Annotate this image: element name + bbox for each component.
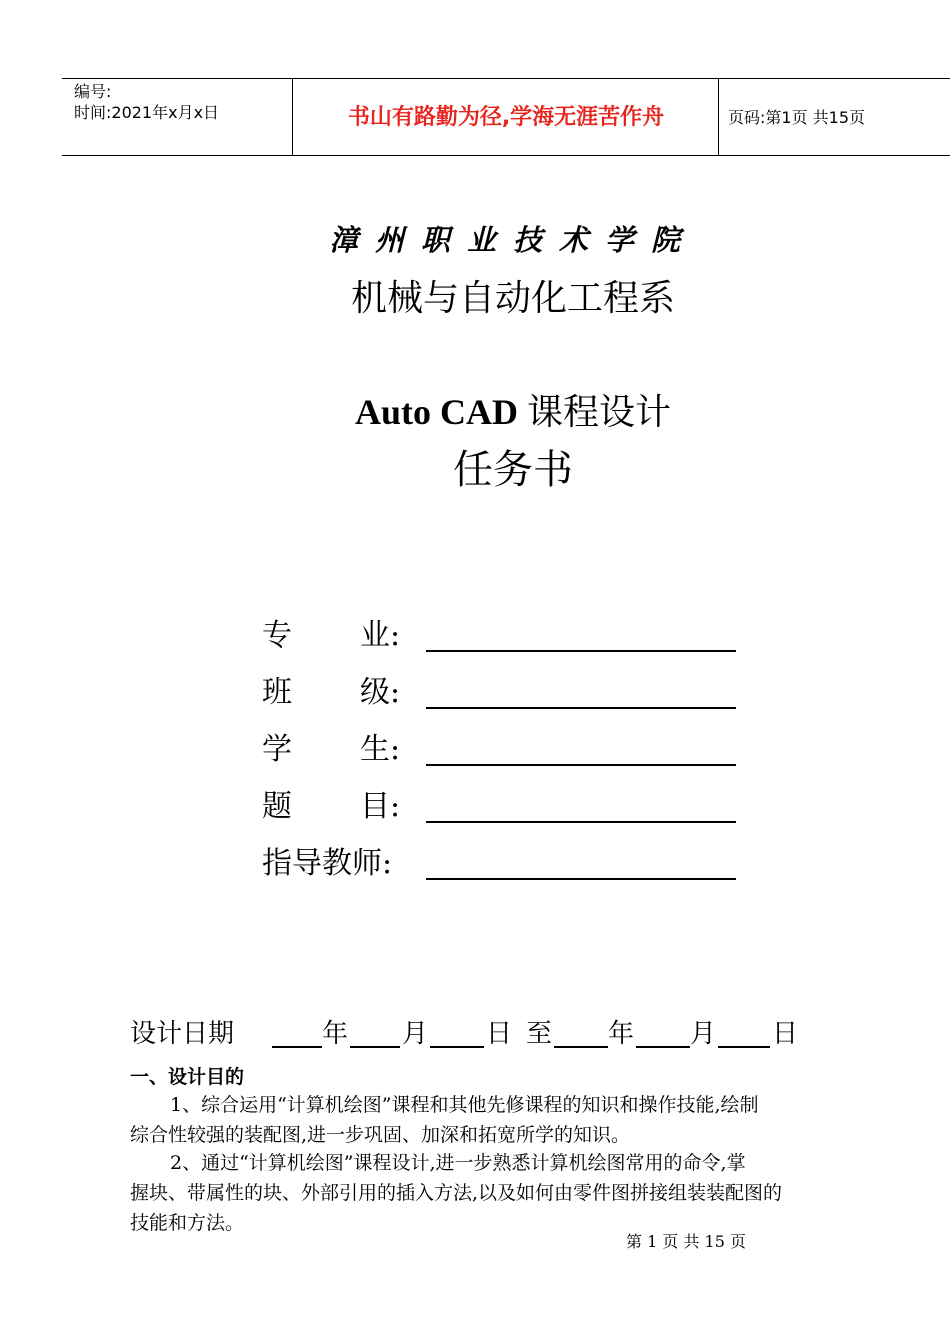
- college-name: 漳州职业技术学院: [328, 223, 697, 257]
- para-line: 1、综合运用“计算机绘图”课程和其他先修课程的知识和操作技能,绘制: [170, 1094, 759, 1116]
- design-date-row: [130, 1012, 810, 1056]
- month-end-blank[interactable]: [636, 1046, 690, 1048]
- field-student-label-2: 生:: [360, 732, 401, 767]
- field-topic-label-1: 题: [262, 789, 292, 824]
- month-start-char: 月: [402, 1019, 429, 1049]
- motto: 书山有路勤为径,学海无涯苦作舟: [347, 105, 665, 130]
- year-end-char: 年: [608, 1019, 635, 1049]
- year-end-blank[interactable]: [554, 1046, 608, 1048]
- field-major-blank[interactable]: [426, 650, 736, 652]
- header-bottom-rule: [62, 155, 950, 156]
- course-title: [0, 385, 950, 440]
- field-student-blank[interactable]: [426, 764, 736, 766]
- department-name: 机械与自动化工程系: [350, 278, 675, 319]
- design-date-label: 设计日期: [130, 1019, 235, 1049]
- date-to-char: 至: [526, 1019, 553, 1049]
- field-major-label-2: 业:: [360, 618, 401, 653]
- year-start-blank[interactable]: [272, 1046, 322, 1048]
- header-top-rule: [62, 78, 950, 79]
- field-advisor-blank[interactable]: [426, 878, 736, 880]
- para-line: 技能和方法。: [130, 1212, 245, 1234]
- taskbook-title: 任务书: [453, 447, 573, 493]
- purpose-paragraph-2: [130, 1148, 896, 1238]
- field-major-label-1: 专: [262, 618, 292, 653]
- year-start-char: 年: [322, 1019, 349, 1049]
- day-start-blank[interactable]: [430, 1046, 484, 1048]
- field-class-label-1: 班: [262, 675, 292, 710]
- field-class-label-2: 级:: [360, 675, 401, 710]
- course-title-latin: Auto CAD: [354, 392, 518, 432]
- course-title-cn: 课程设计: [527, 392, 672, 433]
- field-class-blank[interactable]: [426, 707, 736, 709]
- para-line: 2、通过“计算机绘图”课程设计,进一步熟悉计算机绘图常用的命令,掌: [170, 1152, 746, 1174]
- purpose-paragraph-1: [130, 1090, 896, 1150]
- month-start-blank[interactable]: [350, 1046, 400, 1048]
- time-label: 时间:2021年x月x日: [74, 103, 220, 122]
- field-advisor-label: 指导教师:: [262, 846, 393, 881]
- day-end-blank[interactable]: [718, 1046, 770, 1048]
- number-label: 编号:: [74, 82, 112, 101]
- field-student-label-1: 学: [262, 732, 292, 767]
- field-topic-label-2: 目:: [360, 789, 401, 824]
- field-topic-blank[interactable]: [426, 821, 736, 823]
- day-start-char: 日: [486, 1019, 513, 1049]
- page-label: 页码:第1页 共15页: [728, 108, 866, 127]
- para-line: 握块、带属性的块、外部引用的插入方法,以及如何由零件图拼接组装装配图的: [130, 1182, 783, 1204]
- month-end-char: 月: [690, 1019, 717, 1049]
- section-design-purpose-title: 一、设计目的: [130, 1066, 245, 1088]
- page-footer: 第 1 页 共 15 页: [626, 1232, 746, 1251]
- para-line: 综合性较强的装配图,进一步巩固、加深和拓宽所学的知识。: [130, 1124, 631, 1146]
- day-end-char: 日: [772, 1019, 799, 1049]
